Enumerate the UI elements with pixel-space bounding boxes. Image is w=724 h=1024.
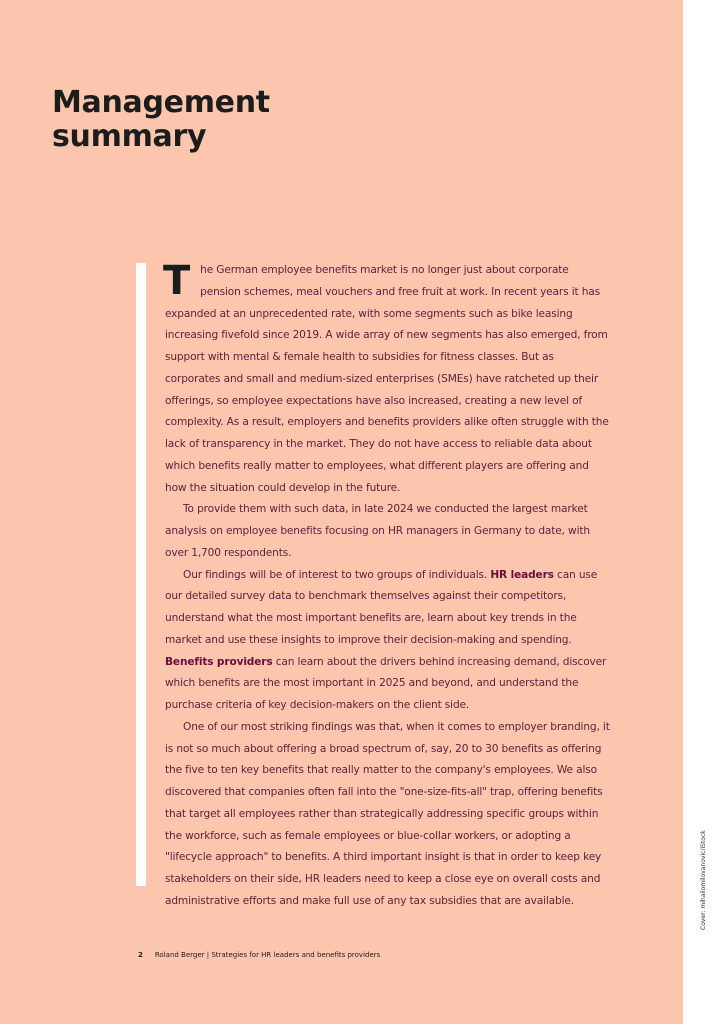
paragraph-1-text: he German employee benefits market is no longer just about corporate pension schemes, meal vouchers and free fruit at work. In recent years it has expanded at an unprecedented rate, with some segments such as bike leasing increasing fivefold since 2019. A wide array of new segments has also emerged, from support with mental & female health to subsidies for fitness classes. But as corporates and small and medium-sized enterprises (SMEs) have ratcheted up their offerings, so employee expectations have also increased, creating a new level of complexity. As a result, employers and benefits providers alike often struggle with the lack of transparency in the market. They do not have access to reliable data about which benefits really matter to employees, what different players are offering and how the situation could develop in the future. bbox=[165, 264, 609, 494]
drop-cap: T bbox=[163, 258, 191, 304]
paragraph-1 bbox=[165, 260, 611, 499]
paragraph-4: One of our most striking findings was that, when it comes to employer branding, it is not so much about offering a broad spectrum of, say, 20 to 30 benefits as offering the five to ten key benefits that really matter to the company's employees. We also discovered that companies often fall into the "one-size-fits-all" trap, offering benefits that target all employees rather than strategically addressing specific groups within the workforce, such as female employees or blue-collar workers, or adopting a "lifecycle approach" to benefits. A third important insight is that in order to keep key stakeholders on their side, HR leaders need to keep a close eye on overall costs and administrative efforts and make full use of any tax subsidies that are available. bbox=[165, 720, 610, 907]
accent-bar bbox=[136, 263, 146, 886]
highlight-hr-leaders: HR leaders bbox=[490, 568, 554, 581]
title-line-1: Management bbox=[52, 85, 270, 120]
paragraph-3-text-c: can learn about the drivers behind increasing demand, discover which benefits are the most important in 2025 and beyond, and understand the purchase criteria of key decision-makers on the client side. bbox=[165, 655, 607, 711]
page-footer bbox=[138, 951, 380, 959]
page-number: 2 bbox=[138, 951, 143, 959]
summary-body bbox=[165, 260, 611, 913]
image-credit: Cover: mihailomilovanovic/iStock bbox=[700, 830, 707, 930]
highlight-benefits-providers: Benefits providers bbox=[165, 655, 273, 668]
paragraph-2: To provide them with such data, in late 2024 we conducted the largest market analysis on employee benefits focusing on HR managers in Germany to date, with over 1,700 respondents. bbox=[165, 503, 590, 559]
title-line-2: summary bbox=[52, 119, 207, 154]
footer-text: Roland Berger | Strategies for HR leaders and benefits providers bbox=[154, 951, 381, 959]
paragraph-3-text-b: can use our detailed survey data to benchmark themselves against their competitors, understand what the most important benefits are, learn about key trends in the market and use these insights to improve their decision-making and spending. bbox=[165, 568, 598, 646]
paragraph-3-text-a: Our findings will be of interest to two groups of individuals. bbox=[183, 568, 491, 581]
page-title bbox=[52, 86, 270, 154]
paragraph-3 bbox=[165, 565, 611, 717]
